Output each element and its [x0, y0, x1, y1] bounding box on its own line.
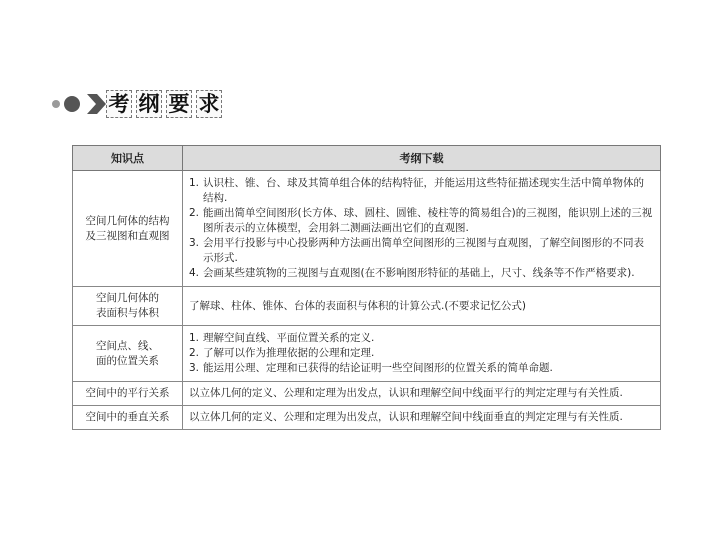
chevron-right-icon [84, 92, 108, 116]
table-row [73, 406, 661, 430]
large-dot-icon [64, 96, 80, 112]
topic-line: 空间几何体的 [96, 292, 159, 304]
requirement-list [189, 176, 654, 281]
requirement-cell: 了解球、柱体、锥体、台体的表面积与体积的计算公式.(不要求记忆公式) [183, 287, 661, 326]
list-item [189, 266, 654, 281]
requirement-cell: 以立体几何的定义、公理和定理为出发点，认识和理解空间中线面垂直的判定定理与有关性质. [183, 406, 661, 430]
section-title [106, 90, 222, 118]
list-item [189, 236, 654, 266]
title-char: 求 [196, 90, 222, 118]
table-header-row [73, 146, 661, 171]
title-char: 纲 [136, 90, 162, 118]
topic-line: 表面积与体积 [96, 307, 159, 319]
title-char: 考 [106, 90, 132, 118]
topic-cell [73, 287, 183, 326]
topic-cell [73, 171, 183, 287]
topic-cell [73, 382, 183, 406]
topic-cell [73, 326, 183, 382]
topic-line: 空间中的垂直关系 [85, 411, 170, 423]
syllabus-table [72, 145, 661, 430]
small-dot-icon [52, 100, 60, 108]
list-item [189, 361, 654, 376]
item-text: 会画某些建筑物的三视图与直观图(在不影响图形特征的基础上，尺寸、线条等不作严格要求). [203, 267, 635, 279]
title-char: 要 [166, 90, 192, 118]
item-text: 能运用公理、定理和已获得的结论证明一些空间图形的位置关系的简单命题. [203, 362, 553, 374]
item-number: 4. [189, 267, 200, 279]
requirement-cell [183, 326, 661, 382]
requirement-cell [183, 171, 661, 287]
table-row [73, 382, 661, 406]
list-item [189, 206, 654, 236]
item-text: 认识柱、锥、台、球及其简单组合体的结构特征，并能运用这些特征描述现实生活中简单物体的结构. [203, 177, 644, 204]
topic-line: 面的位置关系 [96, 354, 159, 367]
item-text: 理解空间直线、平面位置关系的定义. [203, 332, 375, 344]
column-header-requirements: 考纲下载 [183, 146, 661, 171]
list-item [189, 176, 654, 206]
item-text: 了解可以作为推理依据的公理和定理. [203, 347, 375, 359]
requirement-cell: 以立体几何的定义、公理和定理为出发点，认识和理解空间中线面平行的判定定理与有关性质. [183, 382, 661, 406]
list-item [189, 346, 654, 361]
topic-line: 及三视图和直观图 [85, 229, 170, 242]
item-number: 2. [189, 347, 200, 359]
column-header-knowledge: 知识点 [73, 146, 183, 171]
topic-line: 空间中的平行关系 [85, 387, 170, 399]
topic-cell [73, 406, 183, 430]
item-number: 2. [189, 207, 200, 219]
item-text: 会用平行投影与中心投影两种方法画出简单空间图形的三视图与直观图，了解空间图形的不同表示形式. [203, 237, 644, 264]
table-row [73, 326, 661, 382]
topic-line: 空间几何体的结构 [85, 214, 170, 227]
requirement-list [189, 331, 654, 376]
item-number: 1. [189, 332, 200, 344]
topic-line: 空间点、线、 [96, 339, 159, 352]
item-text: 能画出简单空间图形(长方体、球、圆柱、圆锥、棱柱等的简易组合)的三视图，能识别上述的三视图所表示的立体模型，会用斜二测画法画出它们的直观图. [203, 207, 653, 234]
list-item [189, 331, 654, 346]
item-number: 3. [189, 237, 200, 249]
section-header [48, 88, 248, 120]
item-number: 1. [189, 177, 200, 189]
table-row [73, 171, 661, 287]
table-row [73, 287, 661, 326]
item-number: 3. [189, 362, 200, 374]
